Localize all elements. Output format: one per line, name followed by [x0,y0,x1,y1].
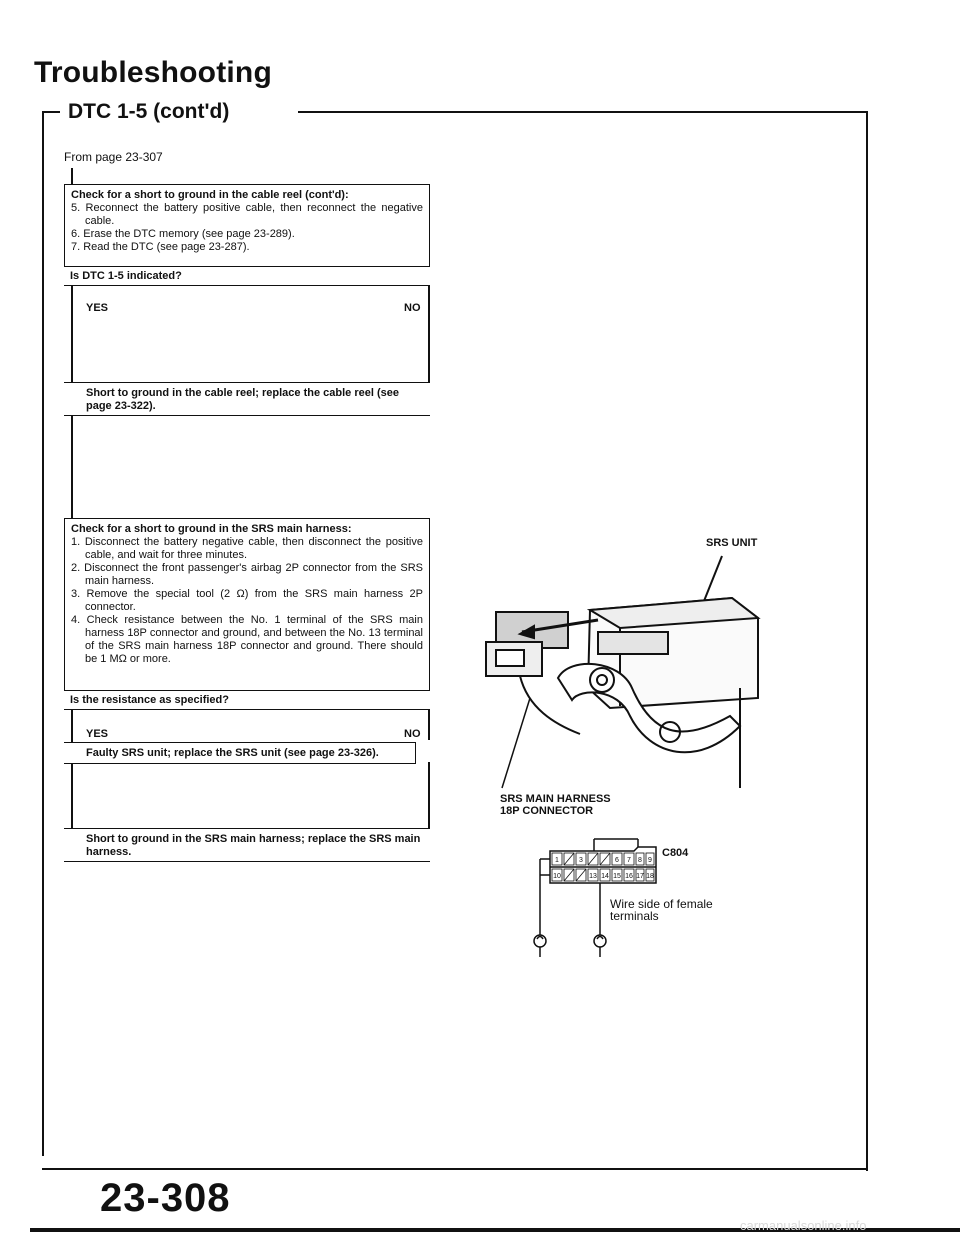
step1-box [64,184,430,270]
list-item: 6. Erase the DTC memory (see page 23-289). [71,228,295,240]
list-item: 1. Disconnect the battery negative cable, then disconnect the positive cable, and wait for three minutes. [71,536,423,561]
terminal-label: 17 [636,873,644,880]
srs-unit-label: SRS UNIT [706,537,758,549]
srs-unit-illustration [470,548,770,798]
step1-question: Is DTC 1-5 indicated? [64,266,430,286]
list-item: 5. Reconnect the battery positive cable, then reconnect the negative cable. [71,202,423,227]
step2-heading: Check for a short to ground in the SRS main harness: [71,523,352,535]
list-item: 4. Check resistance between the No. 1 terminal of the SRS main harness 18P connector and ground, and between the No. 13 terminal of the SRS main harness 18P connector and ground. There should be 1 MΩ or more. [71,614,423,665]
flow-line [428,710,430,740]
flow-line [71,710,73,830]
page-number: 23-308 [100,1176,231,1220]
step1-result-text: Short to ground in the cable reel; replace the cable reel (see page 23-322). [86,387,399,412]
step1-list [71,202,423,254]
ohmmeter-probe-right-icon [594,935,606,957]
step1-result-box [64,382,430,416]
terminal-label: 18 [646,873,654,880]
connector-id-label: C804 [662,847,689,859]
step2-no-result-text: Short to ground in the SRS main harness; replace the SRS main harness. [86,833,421,858]
list-item: 7. Read the DTC (see page 23-287). [71,241,250,253]
section-tick [42,111,60,113]
terminal-label: 7 [627,857,631,864]
terminal-label: 3 [579,857,583,864]
step2-box [64,518,430,692]
wire-side-label [610,898,713,922]
terminal-label: 16 [625,873,633,880]
step1-heading: Check for a short to ground in the cable reel (cont'd): [71,189,349,201]
terminal-label: 8 [638,857,642,864]
step2-list [71,536,423,666]
harness-label-line2: 18P CONNECTOR [500,805,594,817]
list-item: 3. Remove the special tool (2 Ω) from the SRS main harness 2P connector. [71,588,423,613]
list-item: 2. Disconnect the front passenger's airbag 2P connector from the SRS main harness. [71,562,423,587]
terminal-label: 6 [615,857,619,864]
terminal-label: 13 [589,873,597,880]
step2-yes-label: YES [86,728,109,740]
frame-right-border [866,111,868,1171]
section-title: DTC 1-5 (cont'd) [60,100,237,124]
step2-no-label: NO [404,728,421,740]
frame-bottom-border [42,1168,868,1170]
step1-no-label: NO [404,302,421,314]
watermark-text: carmanualsonline.info [740,1218,867,1233]
wire-side-line2: terminals [610,909,659,923]
section-rule [298,111,868,113]
wire-side-line1: Wire side of female [610,897,713,911]
step2-question: Is the resistance as specified? [64,690,430,710]
step2-no-result-box [64,828,430,862]
terminal-label: 15 [613,873,621,880]
ohmmeter-probe-left-icon [534,935,546,957]
terminal-label: 1 [555,857,559,864]
harness-label [500,793,611,817]
from-page-reference: From page 23-307 [64,150,163,164]
flow-line [428,286,430,384]
flow-line [428,762,430,830]
terminal-label: 10 [553,873,561,880]
terminal-label: 9 [648,857,652,864]
step2-yes-result-box [64,742,416,764]
step2-yes-result-text: Faulty SRS unit; replace the SRS unit (see page 23-326). [86,747,379,759]
step1-yes-label: YES [86,302,109,314]
frame-left-border [42,111,44,1156]
terminal-label: 14 [601,873,609,880]
page-title: Troubleshooting [34,56,272,89]
harness-label-line1: SRS MAIN HARNESS [500,793,611,805]
